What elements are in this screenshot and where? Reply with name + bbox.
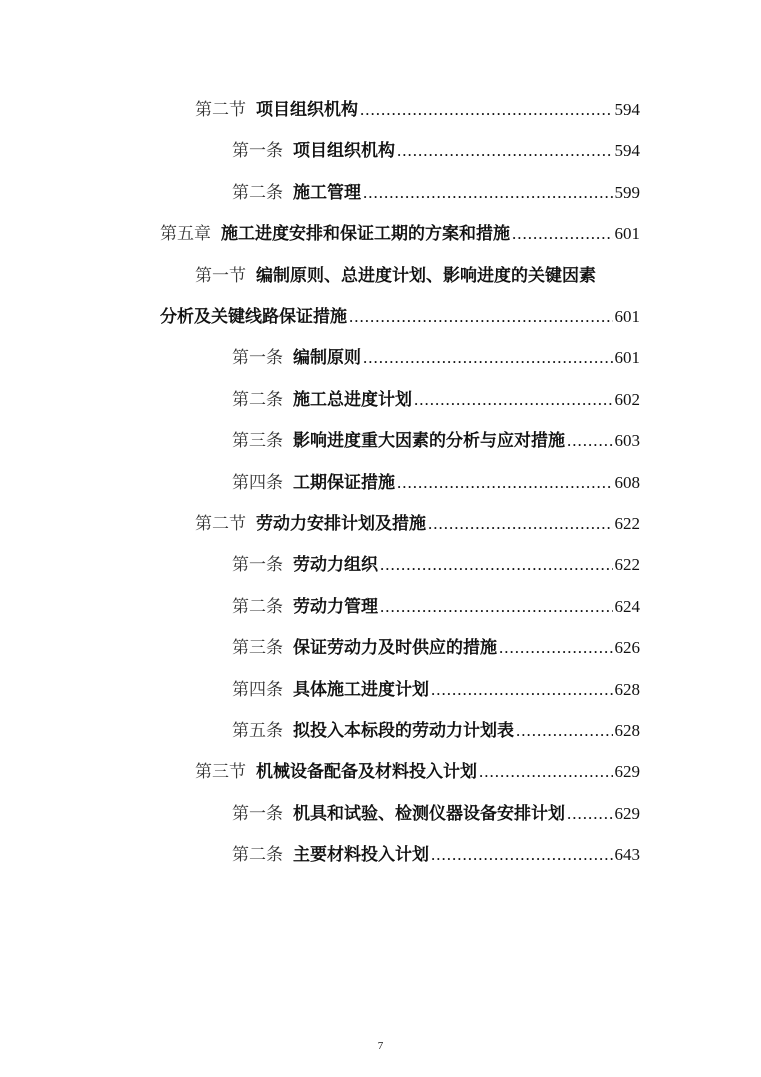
dot-leader — [397, 139, 613, 163]
toc-entry[interactable] — [195, 264, 640, 288]
toc-entry-page: 622 — [614, 555, 640, 575]
toc-entry-label: 第五条 — [232, 721, 283, 740]
toc-entry-page: 602 — [614, 389, 640, 409]
toc-entry[interactable] — [232, 471, 640, 495]
toc-entry-title: 机械设备配备及材料投入计划 — [256, 762, 477, 782]
toc-entry[interactable] — [195, 512, 640, 536]
toc-entry-page: 626 — [614, 638, 640, 658]
page-number: 7 — [377, 1040, 384, 1052]
toc-entry-page: 601 — [614, 224, 640, 244]
toc-entry-title-continued: 分析及关键线路保证措施 — [160, 307, 347, 326]
toc-entry-title: 项目组织机构 — [256, 100, 358, 119]
toc-entry-page: 628 — [614, 679, 640, 699]
toc-entry-label: 第三节 — [195, 762, 246, 782]
toc-entry-label: 第一条 — [232, 141, 283, 161]
toc-entry-continuation[interactable] — [160, 305, 640, 329]
toc-entry-title: 项目组织机构 — [293, 141, 395, 161]
toc-entry[interactable] — [195, 760, 640, 784]
toc-entry-title: 劳动力管理 — [293, 596, 378, 616]
toc-entry-page: 628 — [614, 721, 640, 740]
toc-entry-page: 594 — [614, 100, 640, 119]
toc-entry[interactable] — [232, 346, 640, 370]
toc-entry-title: 施工总进度计划 — [293, 389, 412, 409]
toc-entry-title: 具体施工进度计划 — [293, 679, 429, 699]
dot-leader — [397, 471, 613, 495]
toc-entry-label: 第一节 — [195, 265, 246, 285]
toc-entry-label: 第一条 — [232, 555, 283, 575]
toc-entry[interactable] — [232, 429, 640, 453]
dot-leader — [380, 595, 613, 619]
toc-entry-page: 629 — [614, 762, 640, 782]
toc-entry[interactable] — [195, 98, 640, 122]
toc-entry-page: 601 — [614, 307, 640, 326]
dot-leader — [363, 181, 613, 205]
dot-leader — [512, 222, 613, 246]
toc-entry-page: 643 — [614, 845, 640, 865]
dot-leader — [360, 98, 613, 122]
toc-entry-label: 第三条 — [232, 638, 283, 658]
toc-entry-label: 第二节 — [195, 100, 246, 119]
dot-leader — [567, 802, 613, 826]
toc-entry-title: 施工管理 — [293, 182, 361, 202]
dot-leader — [380, 553, 613, 577]
toc-entry-title: 编制原则 — [293, 348, 361, 368]
toc-entry[interactable] — [232, 553, 640, 577]
toc-entry-title: 劳动力组织 — [293, 555, 378, 575]
dot-leader — [363, 346, 613, 370]
toc-entry-title: 编制原则、总进度计划、影响进度的关键因素 — [256, 265, 596, 285]
toc-entry-page: 603 — [614, 431, 640, 451]
toc-entry[interactable] — [232, 843, 640, 867]
toc-entry-title: 影响进度重大因素的分析与应对措施 — [293, 431, 565, 451]
toc-entry-title: 施工进度安排和保证工期的方案和措施 — [221, 224, 510, 244]
toc-entry-page: 608 — [614, 472, 640, 492]
toc-entry[interactable] — [232, 802, 640, 826]
dot-leader — [567, 429, 613, 453]
dot-leader — [428, 512, 613, 536]
toc-entry-title: 工期保证措施 — [293, 472, 395, 492]
toc-entry-label: 第二条 — [232, 596, 283, 616]
toc-entry-label: 第一条 — [232, 803, 283, 823]
toc-entry-label: 第二条 — [232, 389, 283, 409]
toc-entry-label: 第五章 — [160, 224, 211, 244]
toc-entry-title: 劳动力安排计划及措施 — [256, 514, 426, 533]
toc-entry-page: 622 — [614, 514, 640, 533]
toc-entry-page: 599 — [614, 182, 640, 202]
toc-entry[interactable] — [232, 139, 640, 163]
toc-entry-label: 第二条 — [232, 845, 283, 865]
toc-entry-page: 629 — [614, 803, 640, 823]
toc-entry[interactable] — [232, 595, 640, 619]
toc-entry[interactable] — [232, 636, 640, 660]
dot-leader — [349, 305, 613, 329]
toc-entry-page: 601 — [614, 348, 640, 368]
toc-entry[interactable] — [232, 719, 640, 743]
toc-entry-label: 第二节 — [195, 514, 246, 533]
toc-entry-label: 第四条 — [232, 679, 283, 699]
toc-entry-label: 第四条 — [232, 472, 283, 492]
toc-entry-title: 机具和试验、检测仪器设备安排计划 — [293, 803, 565, 823]
dot-leader — [479, 760, 613, 784]
toc-entry[interactable] — [232, 388, 640, 412]
toc-entry[interactable] — [232, 678, 640, 702]
toc-entry[interactable] — [232, 181, 640, 205]
toc-entry-title: 保证劳动力及时供应的措施 — [293, 638, 497, 658]
toc-entry-label: 第三条 — [232, 431, 283, 451]
dot-leader — [431, 843, 613, 867]
dot-leader — [431, 678, 613, 702]
toc-entry-title: 拟投入本标段的劳动力计划表 — [293, 721, 514, 740]
toc-entry-label: 第二条 — [232, 182, 283, 202]
toc-entry-label: 第一条 — [232, 348, 283, 368]
toc-entry-page: 594 — [614, 141, 640, 161]
toc-entry-page: 624 — [614, 596, 640, 616]
toc-entry-title: 主要材料投入计划 — [293, 845, 429, 865]
dot-leader — [499, 636, 613, 660]
dot-leader — [414, 388, 613, 412]
toc-entry[interactable] — [160, 222, 640, 246]
dot-leader — [516, 719, 613, 743]
